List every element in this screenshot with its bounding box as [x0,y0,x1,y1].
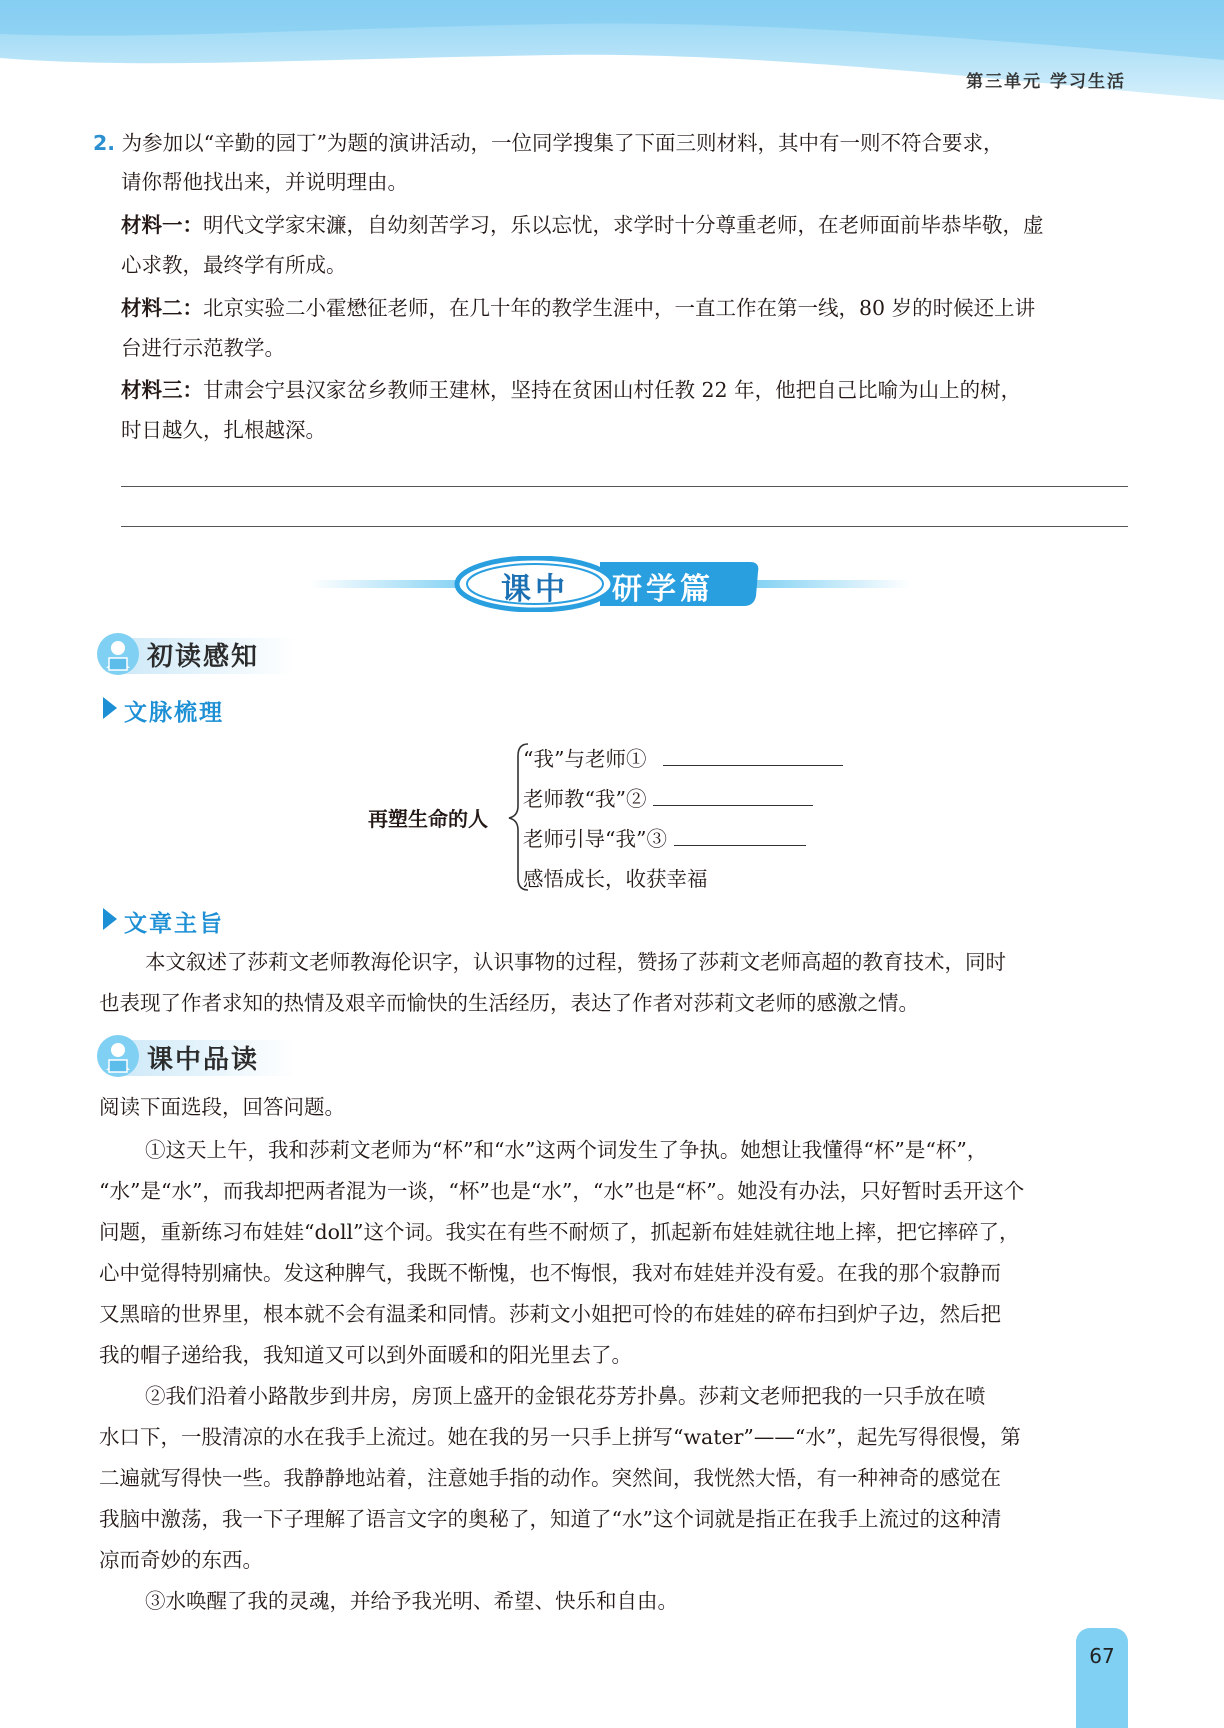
material-1-line-1 [121,215,1044,236]
subsection-title-zhuzhi: 文章主旨 [124,911,224,937]
question-2-line-1 [93,133,1004,154]
material-3-label: 材料三： [121,378,203,402]
page-number: 67 [1089,1644,1115,1668]
fill-blank[interactable] [663,749,843,766]
section-title-kezhong: 课中品读 [147,1045,260,1075]
passage-p1-line: ①这天上午，我和莎莉文老师为“杯”和“水”这两个词发生了争执。她想让我懂得“杯”是“杯”， [145,1138,988,1162]
page-number-tab [1076,1628,1128,1728]
material-1-line-2: 心求教，最终学有所成。 [121,253,347,277]
material-2-line-1 [121,298,1035,319]
passage-p3-line: ③水唤醒了我的灵魂，并给予我光明、希望、快乐和自由。 [145,1589,678,1613]
material-1-label: 材料一： [121,213,203,237]
passage-p1-line: 问题，重新练习布娃娃“doll”这个词。我实在有些不耐烦了，抓起新布娃娃就往地上摔，把它摔碎了， [99,1220,1020,1244]
reader-icon [96,632,140,676]
banner-right-label: 研学篇 [612,572,714,607]
unit-header: 第三单元 学习生活 [966,72,1126,92]
passage-p2-line: 凉而奇妙的东西。 [99,1548,263,1572]
question-number: 2. [93,131,116,155]
passage-p1-line: 我的帽子递给我，我知道又可以到外面暖和的阳光里去了。 [99,1343,632,1367]
outline-branch-3-text: 老师引导“我”③ [523,827,667,851]
question-2-line-2: 请你帮他找出来，并说明理由。 [121,170,408,194]
material-2-label: 材料二： [121,296,203,320]
passage-p1-line: 又黑暗的世界里，根本就不会有温柔和同情。莎莉文小姐把可怜的布娃娃的碎布扫到炉子边，然后把 [99,1302,1001,1326]
section-title-chudu: 初读感知 [147,642,260,672]
passage-p1-line: 心中觉得特别痛快。发这种脾气，我既不惭愧，也不悔恨，我对布娃娃并没有爱。在我的那个寂静而 [99,1261,1001,1285]
material-2-text: 北京实验二小霍懋征老师，在几十年的教学生涯中，一直工作在第一线，80 岁的时候还上讲 [203,296,1036,320]
fill-blank[interactable] [653,789,813,806]
answer-line[interactable] [121,486,1128,487]
material-3-line-1 [121,380,1021,401]
theme-line-1: 本文叙述了莎莉文老师教海伦识字，认识事物的过程，赞扬了莎莉文老师高超的教育技术，同时 [145,950,1006,974]
theme-line-2: 也表现了作者求知的热情及艰辛而愉快的生活经历，表达了作者对莎莉文老师的感激之情。 [99,991,919,1015]
material-3-line-2: 时日越久，扎根越深。 [121,418,326,442]
outline-branch-4: 感悟成长，收获幸福 [523,867,708,891]
passage-p2-line: 水口下，一股清凉的水在我手上流过。她在我的另一只手上拼写“water”——“水”，起先写得很慢，第 [99,1425,1021,1449]
material-1-text: 明代文学家宋濂，自幼刻苦学习，乐以忘忧，求学时十分尊重老师，在老师面前毕恭毕敬，虚 [203,213,1044,237]
passage-p2-line: ②我们沿着小路散步到井房，房顶上盛开的金银花芬芳扑鼻。莎莉文老师把我的一只手放在喷 [145,1384,986,1408]
header-band [0,0,1224,112]
subsection-title-wenmai: 文脉梳理 [124,700,224,726]
answer-line[interactable] [121,526,1128,527]
outline-branch-3 [523,822,806,852]
material-2-line-2: 台进行示范教学。 [121,336,285,360]
reading-instruction: 阅读下面选段，回答问题。 [99,1095,345,1119]
outline-root: 再塑生命的人 [368,807,488,831]
reader-icon [96,1034,140,1078]
passage-p1-line: “水”是“水”，而我却把两者混为一谈，“杯”也是“水”，“水”也是“杯”。她没有办法，只好暂时丢开这个 [99,1179,1025,1203]
outline-branch-1-text: “我”与老师① [523,747,647,771]
material-3-text: 甘肃会宁县汉家岔乡教师王建林，坚持在贫困山村任教 22 年，他把自己比喻为山上的树， [203,378,1022,402]
section-banner [310,556,910,612]
triangle-bullet-icon [103,697,117,719]
question-2-text: 为参加以“辛勤的园丁”为题的演讲活动，一位同学搜集了下面三则材料，其中有一则不符合要求， [121,131,1004,155]
banner-left-label: 课中 [501,572,569,607]
passage-p2-line: 我脑中激荡，我一下子理解了语言文字的奥秘了，知道了“水”这个词就是指正在我手上流过的这种清 [99,1507,1002,1531]
triangle-bullet-icon [103,908,117,930]
outline-branch-2 [523,782,813,812]
outline-branch-2-text: 老师教“我”② [523,787,647,811]
outline-branch-1 [523,742,843,772]
fill-blank[interactable] [674,829,806,846]
passage-p2-line: 二遍就写得快一些。我静静地站着，注意她手指的动作。突然间，我恍然大悟，有一种神奇的感觉在 [99,1466,1001,1490]
